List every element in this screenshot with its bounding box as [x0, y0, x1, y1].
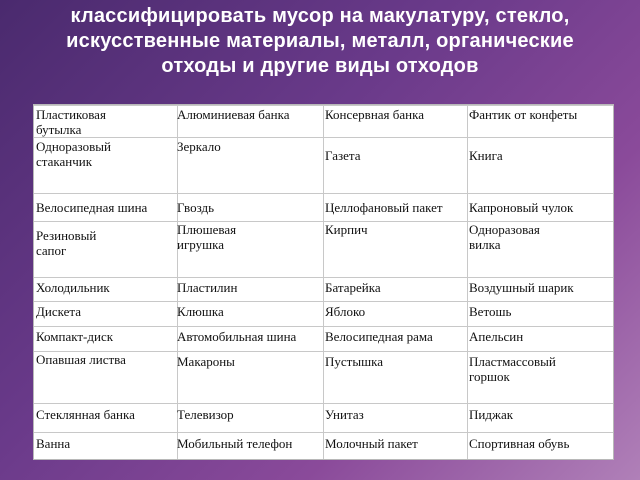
table-cell: Резиновый сапог: [36, 228, 97, 258]
table-cell: Молочный пакет: [325, 436, 418, 451]
table-cell: Спортивная обувь: [469, 436, 570, 451]
table-cell: Ветошь: [469, 304, 512, 319]
table-cell: Апельсин: [469, 329, 524, 344]
table-cell: Велосипедная шина: [36, 200, 148, 215]
table-row: [34, 403, 613, 433]
table-cell: Одноразовый стаканчик: [36, 139, 111, 169]
table-cell: Гвоздь: [177, 200, 215, 215]
table-row: [34, 432, 613, 460]
table-cell: Макароны: [177, 354, 235, 369]
table-row: [34, 326, 613, 352]
table-cell: Одноразовая вилка: [469, 222, 540, 252]
table-cell: Целлофановый пакет: [325, 200, 443, 215]
table-cell: Велосипедная рама: [325, 329, 433, 344]
table-cell: Плюшевая игрушка: [177, 222, 237, 252]
table-row: [34, 221, 613, 278]
table-cell: Ванна: [36, 436, 71, 451]
table-row: [34, 277, 613, 302]
table-cell: Пустышка: [325, 354, 383, 369]
table-cell: Воздушный шарик: [469, 280, 574, 295]
table-cell: Опавшая листва: [36, 352, 126, 367]
table-cell: Зеркало: [177, 139, 221, 154]
table-cell: Фантик от конфеты: [469, 107, 578, 122]
table-cell: Яблоко: [325, 304, 366, 319]
table-cell: Газета: [325, 148, 361, 163]
table-cell: Унитаз: [325, 407, 364, 422]
table-cell: Пластилин: [177, 280, 238, 295]
table-cell: Книга: [469, 148, 503, 163]
table-cell: Клюшка: [177, 304, 224, 319]
slide-title: классифицировать мусор на макулатуру, стекло, искусственные материалы, металл, органические отходы и другие виды отходов: [66, 5, 574, 77]
table-cell: Холодильник: [36, 280, 110, 295]
table-cell: Автомобильная шина: [177, 329, 297, 344]
table-cell: Пластиковая бутылка: [36, 107, 106, 137]
table-cell: Телевизор: [177, 407, 234, 422]
table-cell: Стеклянная банка: [36, 407, 135, 422]
table-cell: Капроновый чулок: [469, 200, 574, 215]
table-cell: Компакт-диск: [36, 329, 114, 344]
table-row: [34, 105, 613, 138]
table-cell: Пиджак: [469, 407, 514, 422]
table-row: [34, 301, 613, 327]
waste-items-table: [33, 104, 614, 460]
table-cell: Батарейка: [325, 280, 381, 295]
table-cell: Кирпич: [325, 222, 368, 237]
table-cell: Пластмассовый горшок: [469, 354, 556, 384]
table-row: [34, 137, 613, 194]
table-cell: Консервная банка: [325, 107, 425, 122]
table-row: [34, 351, 613, 404]
table-cell: Дискета: [36, 304, 81, 319]
table-row: [34, 193, 613, 222]
table-cell: Мобильный телефон: [177, 436, 293, 451]
table-cell: Алюминиевая банка: [177, 107, 290, 122]
